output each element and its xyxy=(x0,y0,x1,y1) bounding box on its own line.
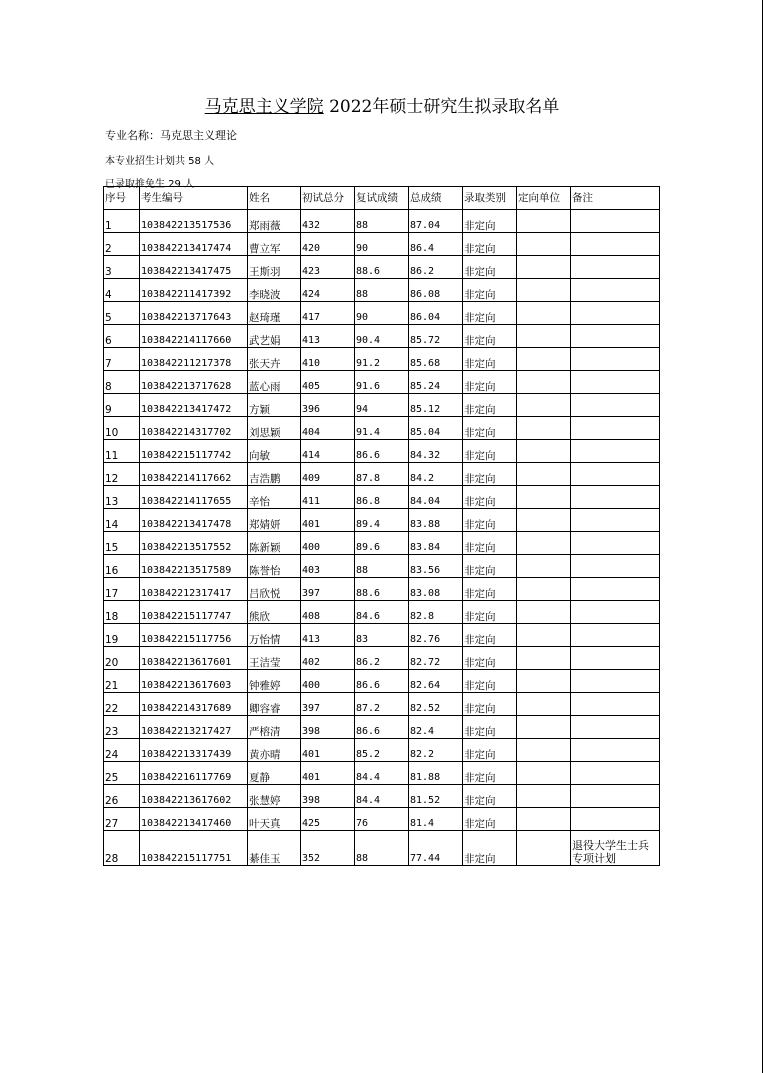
cell-admission-type: 非定向 xyxy=(463,624,517,647)
cell-retest-score: 86.6 xyxy=(355,716,409,739)
cell-total-score: 85.24 xyxy=(409,371,463,394)
col-header-sponsor-unit: 定向单位 xyxy=(517,187,571,210)
table-row xyxy=(104,509,660,532)
cell-candidate-id: 103842213717628 xyxy=(140,371,248,394)
table-row xyxy=(104,394,660,417)
cell-retest-score: 91.6 xyxy=(355,371,409,394)
cell-sponsor-unit xyxy=(517,624,571,647)
cell-total-score: 77.44 xyxy=(409,831,463,866)
cell-admission-type: 非定向 xyxy=(463,440,517,463)
table-row xyxy=(104,693,660,716)
table-row xyxy=(104,325,660,348)
cell-candidate-id: 103842211417392 xyxy=(140,279,248,302)
cell-prelim-score: 405 xyxy=(301,371,355,394)
cell-index: 28 xyxy=(104,831,140,866)
cell-candidate-id: 103842213417460 xyxy=(140,808,248,831)
cell-admission-type: 非定向 xyxy=(463,509,517,532)
cell-remarks xyxy=(571,762,660,785)
cell-prelim-score: 432 xyxy=(301,210,355,233)
cell-remarks xyxy=(571,256,660,279)
table-header-row xyxy=(104,187,660,210)
cell-total-score: 84.32 xyxy=(409,440,463,463)
cell-remarks xyxy=(571,210,660,233)
cell-retest-score: 88.6 xyxy=(355,256,409,279)
page-border-right xyxy=(762,0,763,1073)
cell-name: 郑雨薇 xyxy=(248,210,301,233)
table-row xyxy=(104,555,660,578)
cell-candidate-id: 103842211217378 xyxy=(140,348,248,371)
cell-total-score: 81.52 xyxy=(409,785,463,808)
cell-prelim-score: 425 xyxy=(301,808,355,831)
cell-total-score: 86.2 xyxy=(409,256,463,279)
cell-candidate-id: 103842213717643 xyxy=(140,302,248,325)
cell-retest-score: 87.8 xyxy=(355,463,409,486)
cell-sponsor-unit xyxy=(517,509,571,532)
cell-sponsor-unit xyxy=(517,716,571,739)
cell-index: 16 xyxy=(104,555,140,578)
cell-total-score: 81.88 xyxy=(409,762,463,785)
cell-name: 綦佳玉 xyxy=(248,831,301,866)
cell-admission-type: 非定向 xyxy=(463,210,517,233)
cell-candidate-id: 103842213217427 xyxy=(140,716,248,739)
cell-remarks xyxy=(571,555,660,578)
cell-admission-type: 非定向 xyxy=(463,486,517,509)
cell-name: 吕欣悦 xyxy=(248,578,301,601)
major-name-line: 专业名称：马克思主义理论 xyxy=(105,129,237,142)
cell-index: 17 xyxy=(104,578,140,601)
cell-index: 24 xyxy=(104,739,140,762)
cell-index: 11 xyxy=(104,440,140,463)
cell-total-score: 82.76 xyxy=(409,624,463,647)
table-row xyxy=(104,463,660,486)
cell-remarks xyxy=(571,302,660,325)
cell-candidate-id: 103842215117751 xyxy=(140,831,248,866)
cell-candidate-id: 103842213417478 xyxy=(140,509,248,532)
cell-sponsor-unit xyxy=(517,302,571,325)
cell-total-score: 85.04 xyxy=(409,417,463,440)
cell-retest-score: 86.6 xyxy=(355,440,409,463)
cell-sponsor-unit xyxy=(517,739,571,762)
cell-name: 陈新颖 xyxy=(248,532,301,555)
cell-total-score: 82.8 xyxy=(409,601,463,624)
cell-admission-type: 非定向 xyxy=(463,417,517,440)
cell-sponsor-unit xyxy=(517,670,571,693)
cell-total-score: 83.08 xyxy=(409,578,463,601)
cell-admission-type: 非定向 xyxy=(463,601,517,624)
cell-index: 21 xyxy=(104,670,140,693)
cell-remarks xyxy=(571,624,660,647)
cell-name: 钟雅婷 xyxy=(248,670,301,693)
cell-admission-type: 非定向 xyxy=(463,348,517,371)
cell-name: 黄亦晴 xyxy=(248,739,301,762)
cell-index: 4 xyxy=(104,279,140,302)
cell-name: 吉浩鹏 xyxy=(248,463,301,486)
cell-admission-type: 非定向 xyxy=(463,716,517,739)
cell-sponsor-unit xyxy=(517,440,571,463)
cell-retest-score: 88 xyxy=(355,555,409,578)
cell-prelim-score: 417 xyxy=(301,302,355,325)
title-text: 2022年硕士研究生拟录取名单 xyxy=(329,97,560,117)
cell-total-score: 82.64 xyxy=(409,670,463,693)
cell-admission-type: 非定向 xyxy=(463,808,517,831)
cell-prelim-score: 423 xyxy=(301,256,355,279)
cell-retest-score: 86.2 xyxy=(355,647,409,670)
cell-sponsor-unit xyxy=(517,647,571,670)
table-row xyxy=(104,739,660,762)
cell-index: 1 xyxy=(104,210,140,233)
cell-remarks xyxy=(571,463,660,486)
cell-name: 万怡情 xyxy=(248,624,301,647)
cell-candidate-id: 103842212317417 xyxy=(140,578,248,601)
cell-sponsor-unit xyxy=(517,532,571,555)
cell-name: 辛怡 xyxy=(248,486,301,509)
cell-admission-type: 非定向 xyxy=(463,532,517,555)
cell-total-score: 87.04 xyxy=(409,210,463,233)
table-row xyxy=(104,831,660,866)
cell-sponsor-unit xyxy=(517,325,571,348)
cell-name: 赵琦瑾 xyxy=(248,302,301,325)
cell-retest-score: 88.6 xyxy=(355,578,409,601)
cell-prelim-score: 410 xyxy=(301,348,355,371)
cell-sponsor-unit xyxy=(517,831,571,866)
cell-retest-score: 87.2 xyxy=(355,693,409,716)
cell-retest-score: 76 xyxy=(355,808,409,831)
table-row xyxy=(104,302,660,325)
cell-remarks xyxy=(571,417,660,440)
cell-retest-score: 89.4 xyxy=(355,509,409,532)
cell-prelim-score: 398 xyxy=(301,785,355,808)
cell-remarks xyxy=(571,693,660,716)
table-row xyxy=(104,371,660,394)
col-header-prelim-score: 初试总分 xyxy=(301,187,355,210)
cell-prelim-score: 400 xyxy=(301,532,355,555)
cell-total-score: 86.08 xyxy=(409,279,463,302)
cell-retest-score: 90 xyxy=(355,302,409,325)
cell-index: 27 xyxy=(104,808,140,831)
cell-candidate-id: 103842216117769 xyxy=(140,762,248,785)
cell-total-score: 82.4 xyxy=(409,716,463,739)
cell-remarks xyxy=(571,348,660,371)
cell-admission-type: 非定向 xyxy=(463,578,517,601)
table-row xyxy=(104,210,660,233)
cell-total-score: 81.4 xyxy=(409,808,463,831)
cell-remarks xyxy=(571,739,660,762)
cell-candidate-id: 103842214317702 xyxy=(140,417,248,440)
col-header-remarks: 备注 xyxy=(571,187,660,210)
cell-remarks xyxy=(571,371,660,394)
cell-index: 25 xyxy=(104,762,140,785)
table-row xyxy=(104,417,660,440)
cell-remarks xyxy=(571,716,660,739)
cell-name: 卿容睿 xyxy=(248,693,301,716)
cell-total-score: 83.56 xyxy=(409,555,463,578)
cell-candidate-id: 103842214117655 xyxy=(140,486,248,509)
cell-index: 13 xyxy=(104,486,140,509)
cell-retest-score: 86.8 xyxy=(355,486,409,509)
cell-candidate-id: 103842213517536 xyxy=(140,210,248,233)
col-header-retest-score: 复试成绩 xyxy=(355,187,409,210)
table-row xyxy=(104,532,660,555)
cell-admission-type: 非定向 xyxy=(463,302,517,325)
cell-prelim-score: 413 xyxy=(301,624,355,647)
cell-sponsor-unit xyxy=(517,210,571,233)
cell-remarks xyxy=(571,233,660,256)
admitted-exempt-line: 已录取推免生 29 人 xyxy=(105,179,195,190)
cell-index: 10 xyxy=(104,417,140,440)
cell-retest-score: 85.2 xyxy=(355,739,409,762)
cell-name: 郑婧妍 xyxy=(248,509,301,532)
cell-prelim-score: 401 xyxy=(301,509,355,532)
cell-remarks xyxy=(571,532,660,555)
cell-retest-score: 86.6 xyxy=(355,670,409,693)
table-row xyxy=(104,808,660,831)
cell-prelim-score: 352 xyxy=(301,831,355,866)
cell-name: 曹立军 xyxy=(248,233,301,256)
cell-remarks xyxy=(571,578,660,601)
admission-table xyxy=(103,186,660,866)
cell-candidate-id: 103842213417475 xyxy=(140,256,248,279)
cell-retest-score: 91.4 xyxy=(355,417,409,440)
cell-index: 19 xyxy=(104,624,140,647)
cell-remarks xyxy=(571,808,660,831)
cell-index: 23 xyxy=(104,716,140,739)
cell-name: 李晓波 xyxy=(248,279,301,302)
cell-retest-score: 90.4 xyxy=(355,325,409,348)
cell-candidate-id: 103842213617602 xyxy=(140,785,248,808)
cell-remarks xyxy=(571,647,660,670)
cell-admission-type: 非定向 xyxy=(463,831,517,866)
cell-name: 蓝心雨 xyxy=(248,371,301,394)
cell-admission-type: 非定向 xyxy=(463,739,517,762)
cell-candidate-id: 103842213417474 xyxy=(140,233,248,256)
cell-prelim-score: 414 xyxy=(301,440,355,463)
cell-candidate-id: 103842215117756 xyxy=(140,624,248,647)
cell-index: 2 xyxy=(104,233,140,256)
cell-remarks xyxy=(571,279,660,302)
table-row xyxy=(104,279,660,302)
col-header-candidate-id: 考生编号 xyxy=(140,187,248,210)
cell-remarks xyxy=(571,785,660,808)
cell-remarks xyxy=(571,670,660,693)
cell-remarks xyxy=(571,325,660,348)
cell-index: 15 xyxy=(104,532,140,555)
cell-prelim-score: 403 xyxy=(301,555,355,578)
cell-candidate-id: 103842214117660 xyxy=(140,325,248,348)
cell-index: 12 xyxy=(104,463,140,486)
cell-remarks: 退役大学生士兵专项计划 xyxy=(571,831,660,866)
cell-prelim-score: 400 xyxy=(301,670,355,693)
cell-index: 26 xyxy=(104,785,140,808)
enrollment-plan-line: 本专业招生计划共 58 人 xyxy=(105,156,215,167)
table-row xyxy=(104,785,660,808)
cell-admission-type: 非定向 xyxy=(463,371,517,394)
cell-admission-type: 非定向 xyxy=(463,325,517,348)
title-institution: 马克思主义学院 xyxy=(204,97,324,117)
cell-admission-type: 非定向 xyxy=(463,647,517,670)
col-header-name: 姓名 xyxy=(248,187,301,210)
cell-total-score: 82.2 xyxy=(409,739,463,762)
cell-index: 5 xyxy=(104,302,140,325)
cell-sponsor-unit xyxy=(517,463,571,486)
cell-prelim-score: 411 xyxy=(301,486,355,509)
cell-total-score: 83.84 xyxy=(409,532,463,555)
cell-retest-score: 84.4 xyxy=(355,785,409,808)
cell-name: 王斯羽 xyxy=(248,256,301,279)
cell-prelim-score: 397 xyxy=(301,693,355,716)
table-row xyxy=(104,762,660,785)
cell-retest-score: 94 xyxy=(355,394,409,417)
cell-retest-score: 84.6 xyxy=(355,601,409,624)
cell-index: 18 xyxy=(104,601,140,624)
cell-sponsor-unit xyxy=(517,394,571,417)
cell-retest-score: 83 xyxy=(355,624,409,647)
cell-remarks xyxy=(571,486,660,509)
cell-sponsor-unit xyxy=(517,808,571,831)
cell-retest-score: 84.4 xyxy=(355,762,409,785)
cell-total-score: 85.12 xyxy=(409,394,463,417)
cell-admission-type: 非定向 xyxy=(463,785,517,808)
cell-candidate-id: 103842213517552 xyxy=(140,532,248,555)
cell-name: 王洁莹 xyxy=(248,647,301,670)
cell-candidate-id: 103842214317689 xyxy=(140,693,248,716)
cell-remarks xyxy=(571,509,660,532)
table-row xyxy=(104,256,660,279)
cell-index: 22 xyxy=(104,693,140,716)
cell-remarks xyxy=(571,440,660,463)
cell-sponsor-unit xyxy=(517,348,571,371)
cell-prelim-score: 396 xyxy=(301,394,355,417)
cell-prelim-score: 424 xyxy=(301,279,355,302)
cell-sponsor-unit xyxy=(517,762,571,785)
cell-total-score: 82.52 xyxy=(409,693,463,716)
cell-total-score: 84.04 xyxy=(409,486,463,509)
cell-admission-type: 非定向 xyxy=(463,256,517,279)
cell-candidate-id: 103842213617603 xyxy=(140,670,248,693)
cell-name: 陈誉怡 xyxy=(248,555,301,578)
cell-candidate-id: 103842213417472 xyxy=(140,394,248,417)
cell-total-score: 84.2 xyxy=(409,463,463,486)
cell-index: 7 xyxy=(104,348,140,371)
table-row xyxy=(104,348,660,371)
cell-index: 8 xyxy=(104,371,140,394)
cell-index: 14 xyxy=(104,509,140,532)
table-row xyxy=(104,647,660,670)
cell-admission-type: 非定向 xyxy=(463,762,517,785)
cell-admission-type: 非定向 xyxy=(463,394,517,417)
cell-admission-type: 非定向 xyxy=(463,233,517,256)
cell-admission-type: 非定向 xyxy=(463,463,517,486)
cell-admission-type: 非定向 xyxy=(463,555,517,578)
cell-sponsor-unit xyxy=(517,417,571,440)
table-row xyxy=(104,486,660,509)
table-row xyxy=(104,670,660,693)
table-row xyxy=(104,440,660,463)
cell-prelim-score: 409 xyxy=(301,463,355,486)
cell-sponsor-unit xyxy=(517,486,571,509)
cell-total-score: 85.68 xyxy=(409,348,463,371)
table-row xyxy=(104,601,660,624)
table-row xyxy=(104,233,660,256)
cell-name: 张天卉 xyxy=(248,348,301,371)
cell-remarks xyxy=(571,601,660,624)
cell-candidate-id: 103842215117742 xyxy=(140,440,248,463)
cell-index: 9 xyxy=(104,394,140,417)
cell-prelim-score: 413 xyxy=(301,325,355,348)
cell-total-score: 83.88 xyxy=(409,509,463,532)
cell-total-score: 86.4 xyxy=(409,233,463,256)
cell-index: 20 xyxy=(104,647,140,670)
cell-candidate-id: 103842213317439 xyxy=(140,739,248,762)
cell-total-score: 86.04 xyxy=(409,302,463,325)
cell-total-score: 85.72 xyxy=(409,325,463,348)
cell-retest-score: 91.2 xyxy=(355,348,409,371)
cell-admission-type: 非定向 xyxy=(463,670,517,693)
cell-remarks xyxy=(571,394,660,417)
cell-name: 夏静 xyxy=(248,762,301,785)
col-header-index: 序号 xyxy=(104,187,140,210)
cell-prelim-score: 397 xyxy=(301,578,355,601)
col-header-admission-type: 录取类别 xyxy=(463,187,517,210)
cell-sponsor-unit xyxy=(517,693,571,716)
cell-prelim-score: 401 xyxy=(301,739,355,762)
cell-sponsor-unit xyxy=(517,256,571,279)
cell-retest-score: 88 xyxy=(355,210,409,233)
cell-prelim-score: 402 xyxy=(301,647,355,670)
cell-prelim-score: 420 xyxy=(301,233,355,256)
cell-prelim-score: 408 xyxy=(301,601,355,624)
cell-name: 刘思颖 xyxy=(248,417,301,440)
cell-name: 向敏 xyxy=(248,440,301,463)
cell-index: 3 xyxy=(104,256,140,279)
cell-sponsor-unit xyxy=(517,371,571,394)
table-row xyxy=(104,716,660,739)
cell-prelim-score: 404 xyxy=(301,417,355,440)
cell-candidate-id: 103842213517589 xyxy=(140,555,248,578)
cell-candidate-id: 103842215117747 xyxy=(140,601,248,624)
cell-retest-score: 88 xyxy=(355,279,409,302)
table-row xyxy=(104,578,660,601)
cell-index: 6 xyxy=(104,325,140,348)
cell-sponsor-unit xyxy=(517,233,571,256)
cell-sponsor-unit xyxy=(517,555,571,578)
table-row xyxy=(104,624,660,647)
cell-retest-score: 90 xyxy=(355,233,409,256)
cell-sponsor-unit xyxy=(517,279,571,302)
cell-name: 熊欣 xyxy=(248,601,301,624)
col-header-total-score: 总成绩 xyxy=(409,187,463,210)
cell-retest-score: 88 xyxy=(355,831,409,866)
cell-prelim-score: 398 xyxy=(301,716,355,739)
cell-retest-score: 89.6 xyxy=(355,532,409,555)
cell-sponsor-unit xyxy=(517,578,571,601)
cell-name: 叶天真 xyxy=(248,808,301,831)
cell-sponsor-unit xyxy=(517,601,571,624)
cell-candidate-id: 103842214117662 xyxy=(140,463,248,486)
cell-name: 张慧婷 xyxy=(248,785,301,808)
cell-admission-type: 非定向 xyxy=(463,279,517,302)
cell-prelim-score: 401 xyxy=(301,762,355,785)
cell-candidate-id: 103842213617601 xyxy=(140,647,248,670)
cell-name: 严榕清 xyxy=(248,716,301,739)
cell-sponsor-unit xyxy=(517,785,571,808)
cell-name: 方颖 xyxy=(248,394,301,417)
cell-admission-type: 非定向 xyxy=(463,693,517,716)
cell-name: 武艺娟 xyxy=(248,325,301,348)
page-title xyxy=(0,92,764,117)
cell-total-score: 82.72 xyxy=(409,647,463,670)
